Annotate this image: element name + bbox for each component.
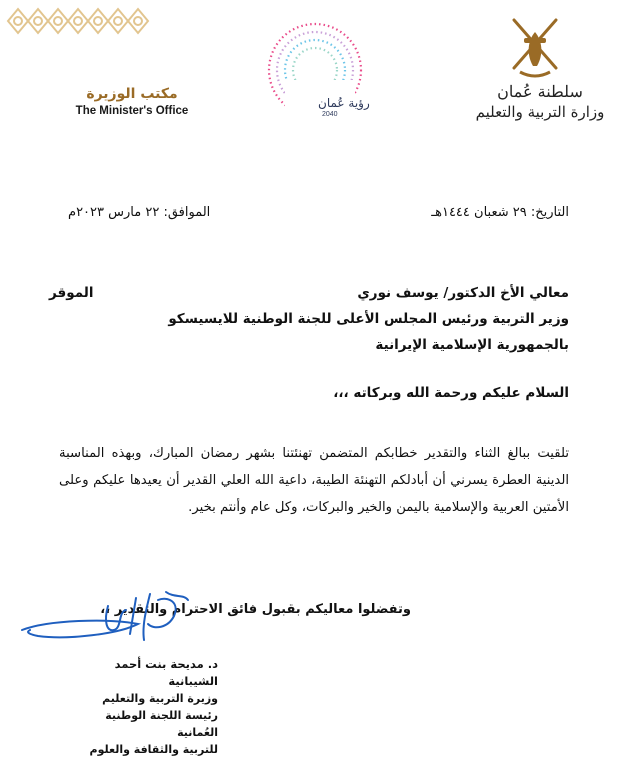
gregorian-date: الموافق: ٢٢ مارس ٢٠٢٣م [68,205,211,220]
recipient-honorific: الموقر [49,285,94,301]
greeting: السلام عليكم ورحمة الله وبركاته ،،، [333,385,569,401]
signatory-title-2: رئيسة اللجنة الوطنية العُمانية [105,709,218,739]
vision-year: 2040 [322,111,338,118]
oman-vision-logo-icon [245,18,385,130]
recipient-title: معالي الأخ الدكتور/ يوسف نوري [357,285,569,301]
signatory-name: د. مديحة بنت أحمد الشيبانية [114,657,218,688]
office-arabic: مكتب الوزيرة [86,86,178,102]
recipient-line-2: وزير التربية ورئيس المجلس الأعلى للجنة الوطنية للايسيسكو [168,311,569,327]
ministry-name-block [470,82,610,121]
ministers-office-label [66,86,198,117]
signatory-title-1: وزيرة التربية والتعليم [102,692,218,705]
recipient-line-3: بالجمهورية الإسلامية الإيرانية [375,337,569,353]
closing-line: وتفضلوا معاليكم بقبول فائق الاحترام والتقدير ،، [100,602,411,617]
oman-emblem-icon [500,14,570,80]
letter-body: تلقيت ببالغ الثناء والتقدير خطابكم المتضمن تهنئتنا بشهر رمضان المبارك، وبهذه المناسبة الدينية العطرة يسرني أن أبادلكم التهنئة الطيبة، داعية الله العلي القدير أن يعيدها عليكم وعلى الأمتين العربية والإسلامية باليمن والخير والبركات، وكل عام وأنتم بخير. [59,446,569,515]
hijri-date: التاريخ: ٢٩ شعبان ١٤٤٤هـ [431,205,569,220]
signatory-title-3: للتربية والثقافة والعلوم [89,743,218,756]
handwritten-signature-icon [18,590,198,654]
vision-arabic-text: رؤية عُمان [318,96,370,110]
recipient-line-1 [49,285,569,301]
ministry-name: وزارة التربية والتعليم [475,103,605,121]
decorative-pattern-icon [6,4,156,38]
signatory-block [68,656,218,758]
sultanate-name: سلطنة عُمان [497,82,583,101]
office-english: The Minister's Office [75,105,189,117]
